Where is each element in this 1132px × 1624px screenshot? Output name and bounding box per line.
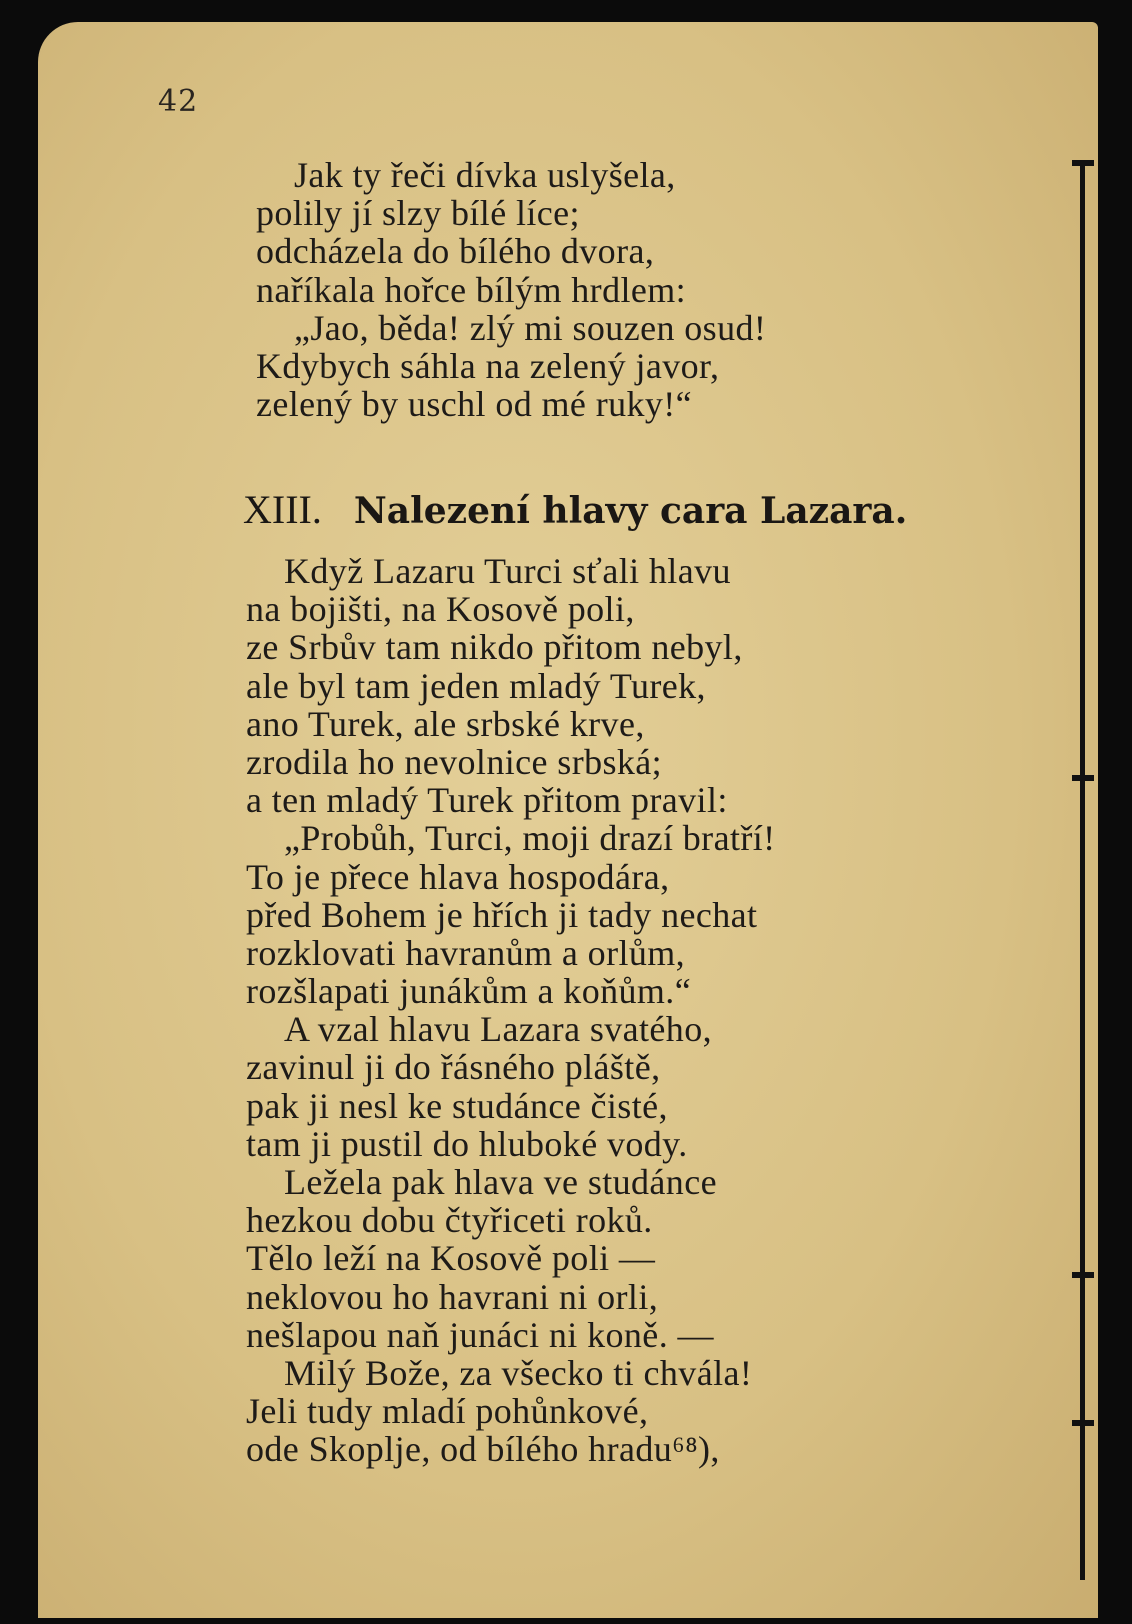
poem-line: hezkou dobu čtyřiceti roků. bbox=[246, 1200, 653, 1241]
poem-line: rozklovati havranům a orlům, bbox=[246, 932, 686, 973]
poem-line: polily jí slzy bílé líce; bbox=[256, 193, 580, 234]
poem-line: To je přece hlava hospodára, bbox=[246, 856, 670, 897]
poem-line: Ležela pak hlava ve studánce bbox=[284, 1162, 717, 1202]
binding-edge bbox=[1080, 160, 1085, 1580]
poem-line: Když Lazaru Turci sťali hlavu bbox=[284, 551, 731, 591]
poem-line: nešlapou naň junáci ni koně. — bbox=[246, 1314, 714, 1355]
poem-line: ale byl tam jeden mladý Turek, bbox=[246, 665, 706, 706]
poem-stanza-2 bbox=[246, 552, 776, 1469]
poem-line: A vzal hlavu Lazara svatého, bbox=[284, 1009, 713, 1050]
poem-line: tam ji pustil do hluboké vody. bbox=[246, 1123, 688, 1164]
poem-line: na bojišti, na Kosově poli, bbox=[246, 589, 635, 630]
binding-tick bbox=[1072, 775, 1094, 781]
poem-line: „Probůh, Turci, moji drazí bratří! bbox=[284, 818, 776, 859]
poem-line: rozšlapati junákům a koňům.“ bbox=[246, 971, 692, 1012]
section-title: Nalezení hlavy cara Lazara. bbox=[353, 490, 908, 532]
poem-line: Kdybych sáhla na zelený javor, bbox=[256, 345, 720, 386]
section-heading bbox=[243, 486, 907, 533]
poem-stanza-1 bbox=[256, 156, 766, 423]
binding-tick bbox=[1072, 160, 1094, 166]
poem-line: zavinul ji do řásného pláště, bbox=[246, 1047, 661, 1088]
page-number: 42 bbox=[158, 84, 199, 119]
poem-line: ze Srbův tam nikdo přitom nebyl, bbox=[246, 627, 743, 668]
poem-line: zelený by uschl od mé ruky!“ bbox=[256, 384, 693, 425]
poem-line: odcházela do bílého dvora, bbox=[256, 231, 655, 272]
binding-tick bbox=[1072, 1420, 1094, 1426]
poem-line: naříkala hořce bílým hrdlem: bbox=[256, 269, 687, 310]
poem-line: ano Turek, ale srbské krve, bbox=[246, 703, 645, 744]
poem-line: Tělo leží na Kosově poli — bbox=[246, 1238, 656, 1279]
poem-line: zrodila ho nevolnice srbská; bbox=[246, 741, 663, 782]
poem-line: ode Skoplje, od bílého hradu⁶⁸), bbox=[246, 1429, 720, 1470]
poem-line: Milý Bože, za všecko ti chvála! bbox=[284, 1352, 753, 1393]
poem-line: před Bohem je hřích ji tady nechat bbox=[246, 894, 758, 935]
poem-line: Jeli tudy mladí pohůnkové, bbox=[246, 1391, 649, 1432]
poem-line: Jak ty řeči dívka uslyšela, bbox=[294, 155, 676, 195]
poem-line: pak ji nesl ke studánce čisté, bbox=[246, 1085, 668, 1126]
poem-line: neklovou ho havrani ni orli, bbox=[246, 1276, 659, 1317]
section-number: XIII. bbox=[243, 487, 322, 532]
book-page bbox=[38, 22, 1098, 1618]
poem-line: a ten mladý Turek přitom pravil: bbox=[246, 780, 728, 821]
poem-line: „Jao, běda! zlý mi souzen osud! bbox=[294, 307, 767, 348]
binding-tick bbox=[1072, 1272, 1094, 1278]
